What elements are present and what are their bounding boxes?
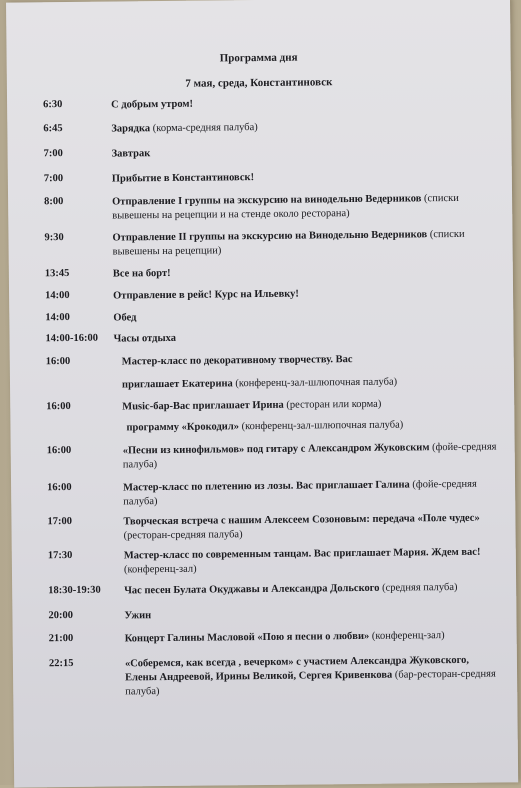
event-location: (фойе-средняя палуба) <box>123 442 497 471</box>
schedule-sheet <box>6 0 518 788</box>
schedule-row <box>11 511 515 516</box>
schedule-time: 7:00 <box>44 148 63 159</box>
event-location: (конференц-зал-шлюпочная палуба) <box>233 377 397 390</box>
schedule-event <box>113 286 488 304</box>
event-location: (конференц-зал-шлюпочная палуба) <box>239 420 403 433</box>
schedule-row <box>11 477 515 482</box>
schedule-time: 17:30 <box>48 550 73 561</box>
event-title: программу «Крокодил» <box>126 421 239 433</box>
event-location: (средняя палуба) <box>379 582 457 594</box>
event-location: (конференц-зал) <box>124 564 197 576</box>
event-title: Мастер-класс по плетению из лозы. Вас приглашает Галина <box>123 479 410 493</box>
schedule-time: 7:00 <box>44 173 63 184</box>
event-title: Мастер-класс по декоративному творчеству. Вас <box>122 354 353 367</box>
schedule-row <box>13 628 517 633</box>
schedule-event <box>112 192 487 224</box>
event-title: Часы отдыха <box>113 333 176 345</box>
event-title: Отправление I группы на экскурсию на винодельню Ведерников <box>112 193 421 207</box>
schedule-row <box>7 118 511 123</box>
schedule-time: 21:00 <box>49 633 74 644</box>
event-title: Час песен Булата Окуджавы и Александра Дольского <box>124 583 379 597</box>
event-title: Отправление II группы на экскурсию на Винодельню Ведерников <box>112 229 427 243</box>
event-title: Концерт Галины Масловой «Пою я песни о любви» <box>125 631 370 645</box>
schedule-time: 16:00 <box>47 482 72 493</box>
schedule-event <box>125 654 500 700</box>
event-title: Music-бар-Вас приглашает Ирина <box>122 400 284 413</box>
schedule-time: 8:00 <box>44 196 63 207</box>
schedule-event <box>124 606 499 624</box>
schedule-time: 16:00 <box>46 401 71 412</box>
event-location: (списки вывешены на рецепции и на стенде около ресторана) <box>112 193 459 222</box>
schedule-event <box>112 228 487 260</box>
schedule-time: 9:30 <box>44 232 63 243</box>
event-title: приглашает Екатерина <box>122 378 233 390</box>
schedule-event <box>123 441 498 473</box>
schedule-row <box>10 374 514 379</box>
schedule-row <box>9 285 513 290</box>
schedule-event <box>122 397 497 415</box>
schedule-time: 13:45 <box>45 268 70 279</box>
schedule-event <box>122 352 497 370</box>
schedule-time: 16:00 <box>46 356 71 367</box>
schedule-time: 14:00 <box>45 312 70 323</box>
schedule-row <box>8 168 512 173</box>
event-title: Ужин <box>124 610 151 621</box>
schedule-event <box>124 581 499 599</box>
schedule-event <box>111 95 486 113</box>
schedule-row <box>8 191 512 196</box>
schedule-row <box>8 143 512 148</box>
schedule-row <box>13 653 517 658</box>
event-location: (списки вывешены на рецепции) <box>113 229 465 258</box>
schedule-time: 6:45 <box>43 123 62 134</box>
schedule-time: 14:00 <box>45 290 70 301</box>
schedule-event <box>112 169 487 187</box>
event-location: (корма-средняя палуба) <box>150 122 258 134</box>
event-location: (бар-ресторан-средняя палуба) <box>125 669 496 698</box>
page-subtitle-date: 7 мая, среда, Константиновск <box>7 74 511 91</box>
schedule-row <box>12 545 516 550</box>
schedule-event <box>124 546 499 578</box>
event-title: «Песни из кинофильмов» под гитару с Александром Жуковским <box>123 442 430 456</box>
schedule-time: 20:00 <box>48 610 73 621</box>
event-location: (конференц-зал) <box>369 630 444 642</box>
event-title: Творческая встреча с нашим Алексеем Созоновым: передача «Поле чудес» <box>123 513 479 528</box>
schedule-row <box>7 94 511 99</box>
schedule-time: 17:00 <box>47 516 72 527</box>
schedule-event <box>123 478 498 510</box>
schedule-event <box>113 264 488 282</box>
schedule-event <box>112 144 487 162</box>
event-title: Мастер-класс по современным танцам. Вас приглашает Мария. Ждем вас! <box>124 547 481 562</box>
event-location: (ресторан-средняя палуба) <box>124 529 243 541</box>
schedule-row <box>9 263 513 268</box>
schedule-row <box>10 417 514 422</box>
schedule-event <box>111 119 486 137</box>
event-title: С добрым утром! <box>111 99 193 111</box>
event-title: Зарядка <box>111 123 150 134</box>
schedule-row <box>12 580 516 585</box>
schedule-row <box>8 227 512 232</box>
schedule-event <box>126 417 501 435</box>
event-title: Прибытие в Константиновск! <box>112 172 254 184</box>
schedule-time: 14:00-16:00 <box>45 333 98 345</box>
schedule-event <box>122 375 497 393</box>
schedule-time: 16:00 <box>47 445 72 456</box>
event-location: (ресторан или корма) <box>284 399 382 411</box>
event-title: «Соберемся, как всегда , вечерком» с участием Александра Жуковского, Елены Андреевой, Ирины Великой, Сергея Кривенкова <box>125 655 469 684</box>
schedule-event <box>123 512 498 544</box>
event-title: Обед <box>113 312 136 323</box>
event-title: Все на борт! <box>113 268 171 280</box>
schedule-row <box>10 351 514 356</box>
schedule-row <box>9 328 513 333</box>
schedule-row <box>10 396 514 401</box>
schedule-event <box>125 629 500 647</box>
schedule-time: 18:30-19:30 <box>48 585 101 597</box>
schedule-row <box>12 605 516 610</box>
schedule-row <box>11 440 515 445</box>
event-title: Отправление в рейс! Курс на Ильевку! <box>113 289 299 302</box>
event-title: Завтрак <box>112 148 151 159</box>
schedule-event <box>113 308 488 326</box>
schedule-event <box>113 329 488 347</box>
event-location: (фойе-средняя палуба) <box>123 479 477 508</box>
schedule-row <box>9 307 513 312</box>
schedule-time: 6:30 <box>43 99 62 110</box>
schedule-time: 22:15 <box>49 658 74 669</box>
page-title: Программа дня <box>7 49 511 66</box>
